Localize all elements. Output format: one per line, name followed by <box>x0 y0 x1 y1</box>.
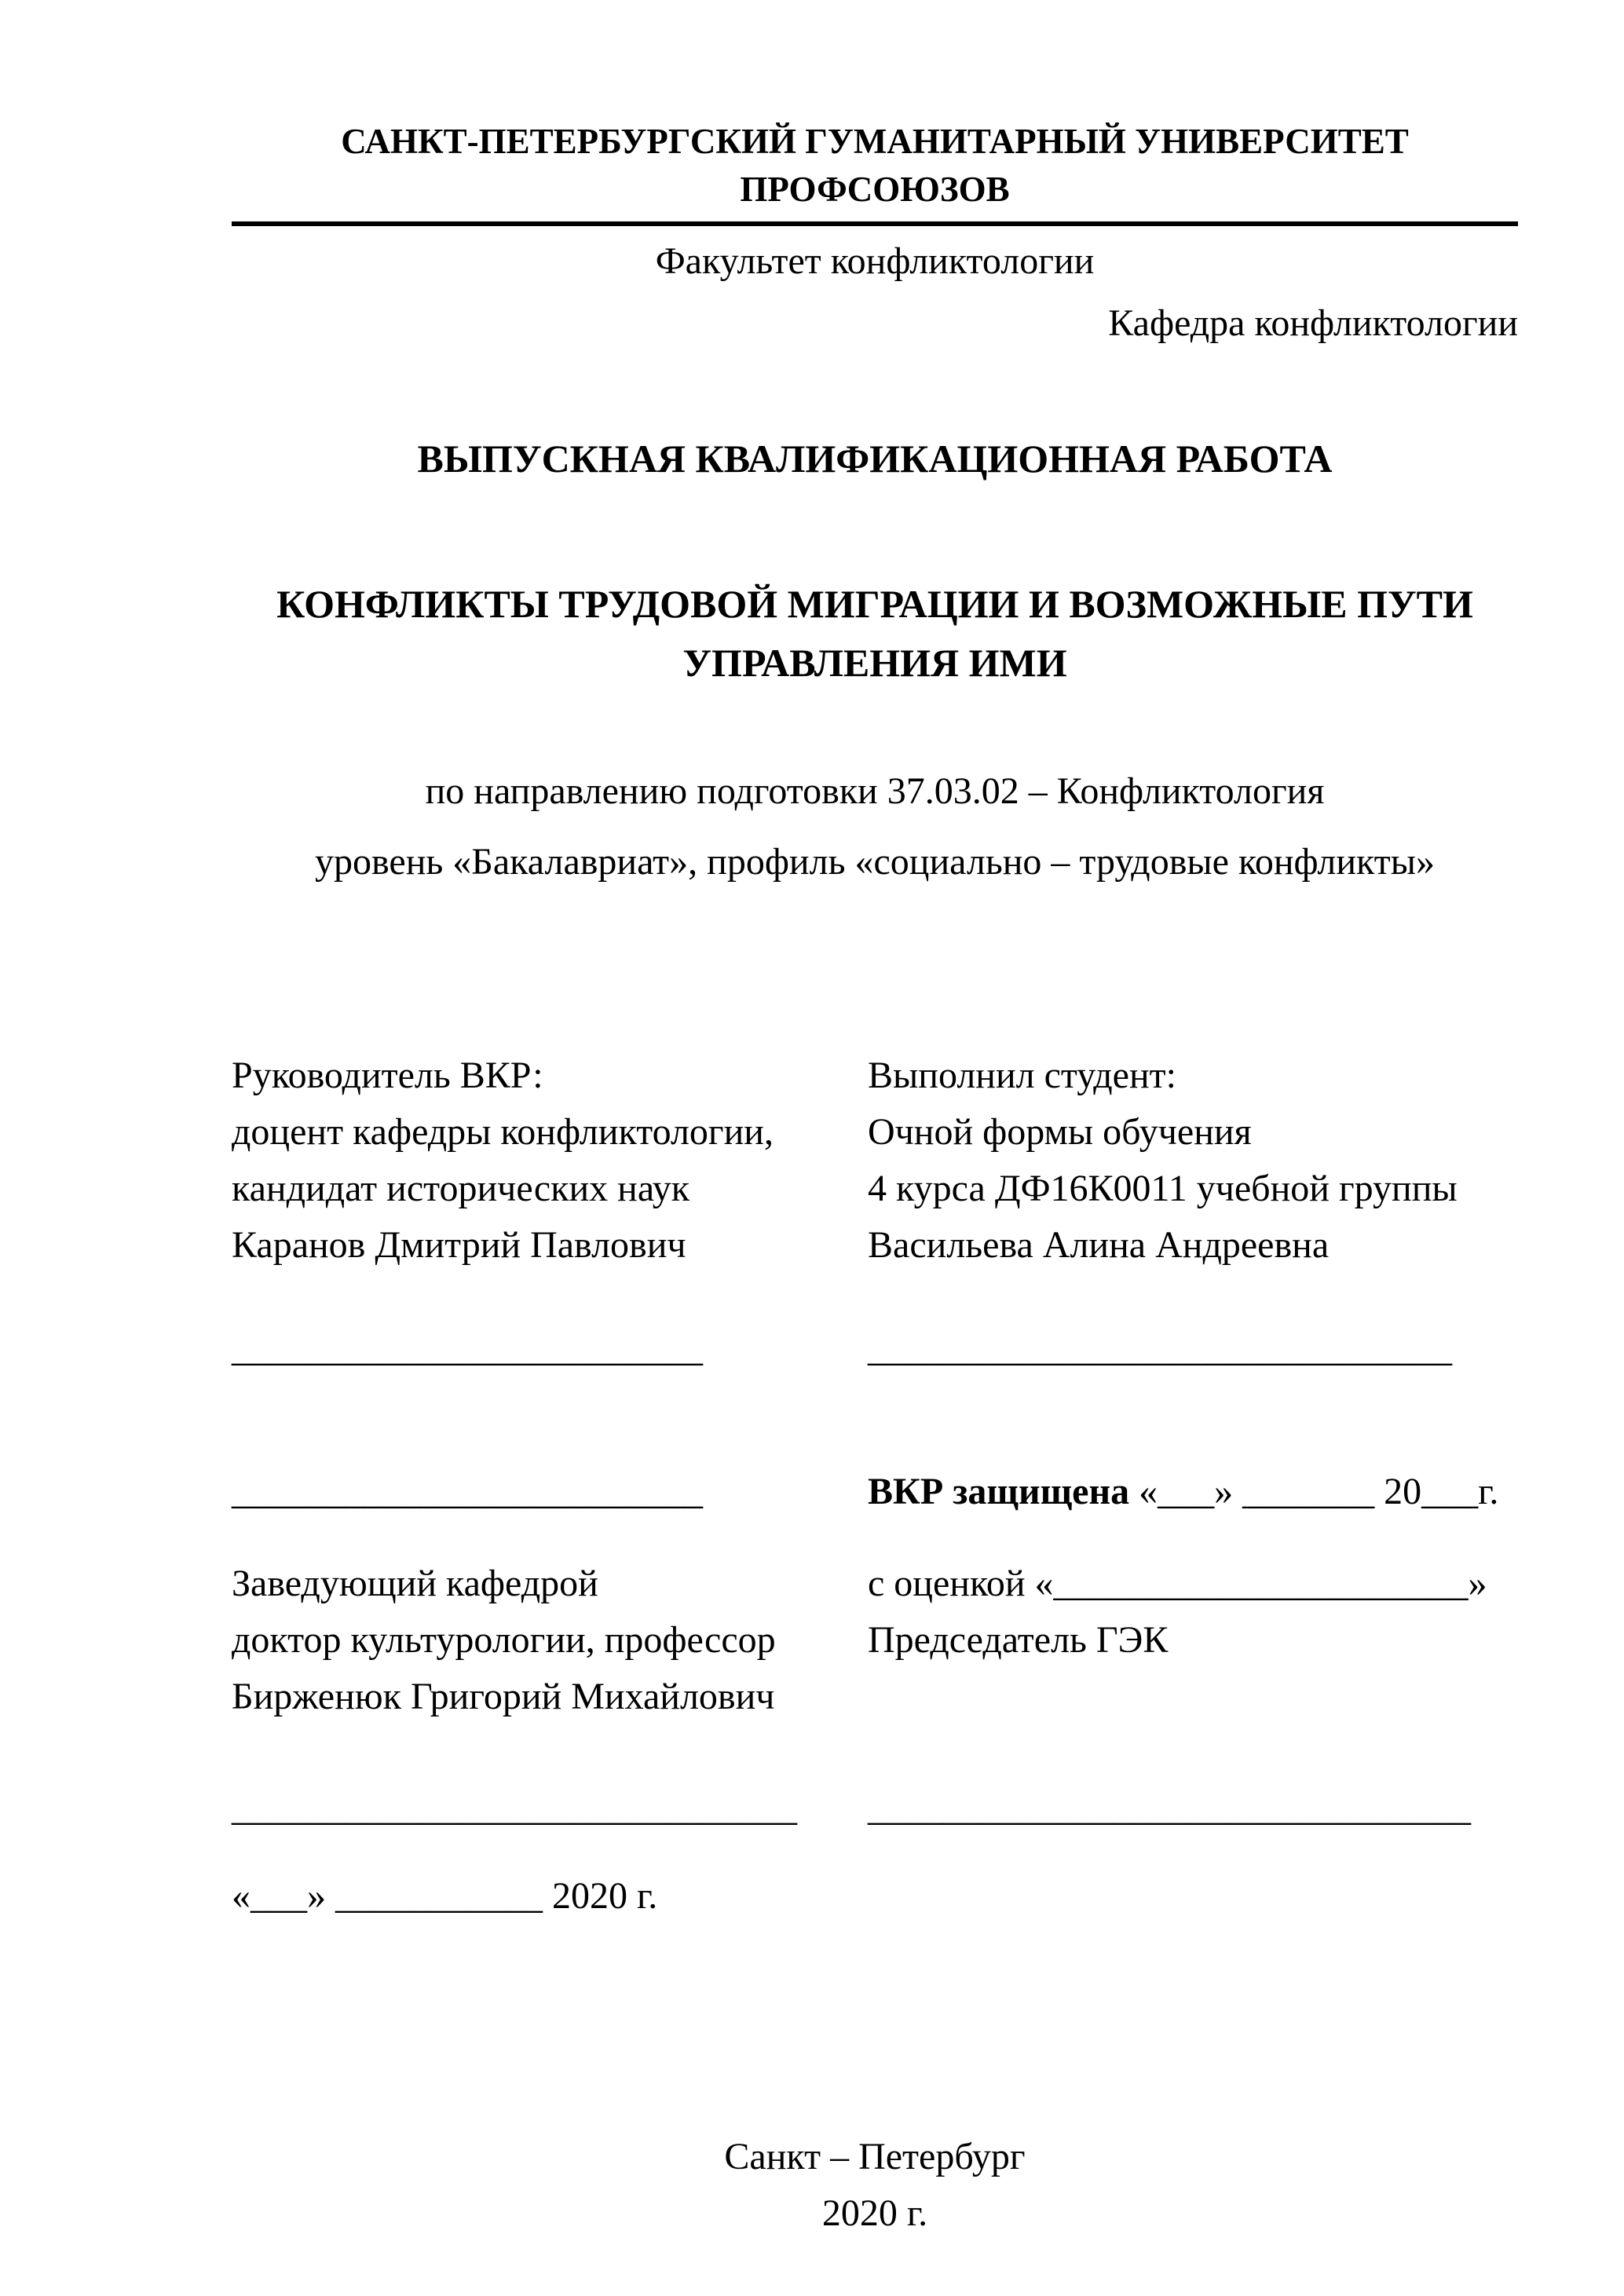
supervisor-role-label: Руководитель ВКР: <box>232 1054 543 1096</box>
defense-row <box>232 1464 1518 1520</box>
supervisor-degree: кандидат исторических наук <box>232 1167 690 1209</box>
student-block <box>868 1047 1518 1274</box>
supervisor-position: доцент кафедры конфликтологии, <box>232 1110 774 1153</box>
work-type-heading: ВЫПУСКНАЯ КВАЛИФИКАЦИОННАЯ РАБОТА <box>417 436 1333 481</box>
signature-section <box>232 1047 1518 1925</box>
student-group: 4 курса ДФ16К0011 учебной группы <box>868 1167 1458 1209</box>
supervisor-name: Каранов Дмитрий Павлович <box>232 1223 686 1266</box>
footer-year: 2020 г. <box>821 2192 928 2234</box>
university-header <box>232 118 1518 226</box>
department-name: Кафедра конфликтологии <box>1108 302 1518 345</box>
student-study-form: Очной формы обучения <box>868 1110 1252 1153</box>
grade-line: с оценкой «______________________» <box>868 1562 1487 1604</box>
defense-statement <box>868 1464 1518 1520</box>
head-of-department-block <box>232 1556 868 1725</box>
head-role: Заведующий кафедрой <box>232 1562 598 1604</box>
student-signature-line: _______________________________ <box>868 1327 1452 1369</box>
supervisor-signature-line: _________________________ <box>232 1327 703 1369</box>
student-label: Выполнил студент: <box>868 1054 1176 1096</box>
head-signature-line: ______________________________ <box>232 1786 797 1829</box>
university-name: САНКТ-ПЕТЕРБУРГСКИЙ ГУМАНИТАРНЫЙ УНИВЕРСИТЕТ ПРОФСОЮЗОВ <box>341 122 1409 209</box>
footer-city: Санкт – Петербург <box>724 2135 1026 2177</box>
head-name: Бирженюк Григорий Михайлович <box>232 1675 775 1717</box>
date-row-spacer <box>868 1868 1518 1925</box>
info-row <box>232 1047 1518 1274</box>
head-of-department-row <box>232 1556 1518 1725</box>
signature-row-1 <box>232 1321 1518 1377</box>
supervisor-block <box>232 1047 868 1274</box>
head-date-line: «___» ___________ 2020 г. <box>232 1874 658 1917</box>
footer-block <box>232 2129 1518 2242</box>
faculty-name: Факультет конфликтологии <box>655 239 1095 282</box>
chairman-signature-line: ________________________________ <box>868 1786 1471 1829</box>
supervisor-signature-line-2: _________________________ <box>232 1470 703 1512</box>
program-line: по направлению подготовки 37.03.02 – Конфликтология <box>425 770 1325 812</box>
signature-row-2 <box>232 1780 1518 1837</box>
chairman-label: Председатель ГЭК <box>868 1618 1169 1661</box>
defense-label: ВКР защищена <box>868 1470 1130 1512</box>
head-position: доктор культурологии, профессор <box>232 1618 776 1661</box>
level-profile-line: уровень «Бакалавриат», профиль «социально – трудовые конфликты» <box>315 840 1435 883</box>
thesis-title: КОНФЛИКТЫ ТРУДОВОЙ МИГРАЦИИ И ВОЗМОЖНЫЕ ПУТИ УПРАВЛЕНИЯ ИМИ <box>276 581 1473 685</box>
date-row <box>232 1868 1518 1925</box>
defense-date-blank: «___» _______ 20___г. <box>1129 1470 1499 1512</box>
student-name: Васильева Алина Андреевна <box>868 1223 1330 1266</box>
grade-block <box>868 1556 1518 1725</box>
